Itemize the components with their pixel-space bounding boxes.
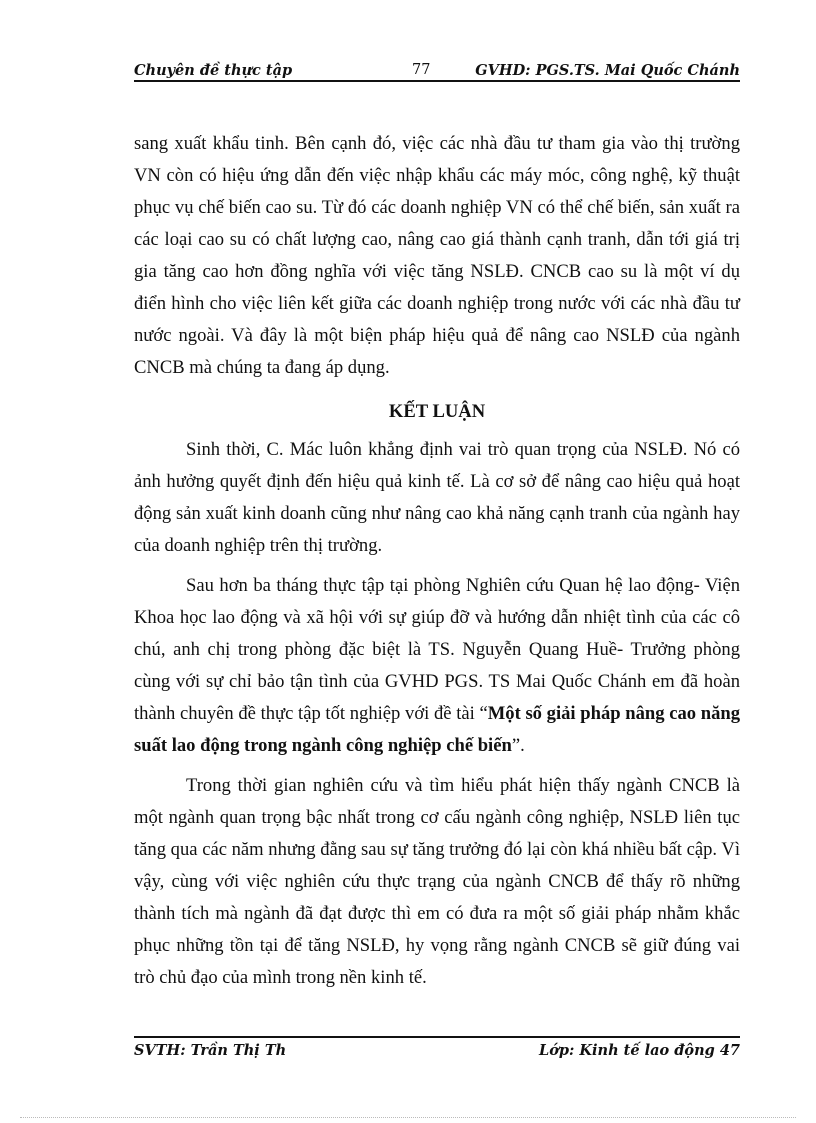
footer-rule [134, 1036, 740, 1038]
thesis-title: Một số giải pháp nâng cao năng suất lao động trong ngành công nghiệp chế biến [134, 703, 740, 756]
paragraph-4: Trong thời gian nghiên cứu và tìm hiểu phát hiện thấy ngành CNCB là một ngành quan trọng bậc nhất trong cơ cấu ngành công nghiệp, NSLĐ liên tục tăng qua các năm nhưng đằng sau sự tăng trưởng đó lại còn khá nhiều bất cập. Vì vậy, cùng với việc nghiên cứu thực trạng của ngành CNCB để thấy rõ những thành tích mà ngành đã đạt được thì em có đưa ra một số giải pháp nhằm khắc phục những tồn tại để tăng NSLĐ, hy vọng rằng ngành CNCB sẽ giữ đúng vai trò chủ đạo của mình trong nền kinh tế. [134, 775, 740, 988]
paragraph-2: Sinh thời, C. Mác luôn khẳng định vai trò quan trọng của NSLĐ. Nó có ảnh hưởng quyết định đến hiệu quả kinh tế. Là cơ sở để nâng cao hiệu quả hoạt động sản xuất kinh doanh cũng như nâng cao khả năng cạnh tranh của ngành hay của doanh nghiệp trên thị trường. [134, 439, 740, 556]
footer-student: SVTH: Trần Thị Th [134, 1042, 287, 1059]
section-heading: KẾT LUẬN [388, 401, 486, 422]
page-edge-divider [20, 1117, 796, 1118]
header-rule [134, 80, 740, 82]
paragraph-3-start: Sau hơn ba tháng thực tập tại phòng Nghiên cứu Quan hệ lao động- Viện Khoa học lao động và xã hội với sự giúp đỡ và hướng dẫn nhiệt tình của các cô chú, anh chị trong phòng đặc biệt là TS. Nguyễn Quang Huề- Trưởng phòng cùng với sự chỉ bảo tận tình của GVHD PGS. TS Mai Quốc Chánh em đã hoàn thành chuyên đề thực tập tốt nghiệp với đề tài “ [134, 575, 740, 724]
page-number: 77 [412, 62, 431, 78]
paragraph-1: sang xuất khẩu tinh. Bên cạnh đó, việc các nhà đầu tư tham gia vào thị trường VN còn có hiệu ứng dẫn đến việc nhập khẩu các máy móc, công nghệ, kỹ thuật phục vụ chế biến cao su. Từ đó các doanh nghiệp VN có thể chế biến, sản xuất ra các loại cao su có chất lượng cao, nâng cao giá thành cạnh tranh, dẫn tới giá trị gia tăng cao hơn đồng nghĩa với việc tăng NSLĐ. CNCB cao su là một ví dụ điển hình cho việc liên kết giữa các doanh nghiệp trong nước với các nhà đầu tư nước ngoài. Và đây là một biện pháp hiệu quả để nâng cao NSLĐ của ngành CNCB mà chúng ta đang áp dụng. [134, 133, 740, 378]
header-advisor: GVHD: PGS.TS. Mai Quốc Chánh [475, 62, 740, 79]
document-body [134, 128, 740, 994]
page-header [134, 60, 740, 82]
page-footer [134, 1040, 740, 1062]
paragraph-3-end: ”. [511, 735, 525, 756]
header-title: Chuyên đề thực tập [134, 62, 293, 79]
footer-class: Lớp: Kinh tế lao động 47 [539, 1042, 740, 1059]
paragraph-3 [134, 570, 740, 762]
